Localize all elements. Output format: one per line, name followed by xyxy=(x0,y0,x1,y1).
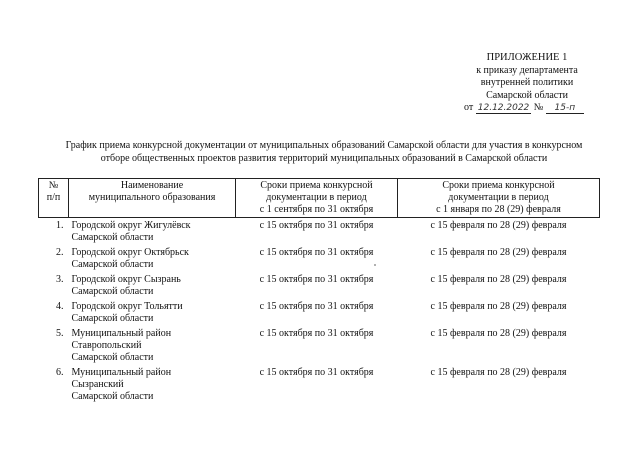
municipality-line: Самарской области xyxy=(71,286,154,297)
title-line-2: отборе общественных проектов развития территорий муниципальных образований в Самарской области xyxy=(100,152,548,164)
row-number: 5. xyxy=(56,328,64,339)
row-municipality xyxy=(69,299,236,326)
row-period-winter: с 15 февраля по 28 (29) февраля xyxy=(430,220,567,231)
row-period-autumn: с 15 октября по 31 октября xyxy=(259,301,374,312)
header-period-line: с 1 января по 28 (29) февраля xyxy=(436,204,561,215)
row-period-winter: с 15 февраля по 28 (29) февраля xyxy=(430,301,567,312)
row-municipality xyxy=(69,218,236,246)
municipality-line: Самарской области xyxy=(71,232,154,243)
row-municipality xyxy=(69,245,236,272)
scan-speck xyxy=(374,264,376,266)
row-period-winter: с 15 февраля по 28 (29) февраля xyxy=(430,367,567,378)
appendix-block xyxy=(452,52,602,115)
row-number: 3. xyxy=(56,274,64,285)
number-prefix: № xyxy=(533,102,544,113)
header-name-line: муниципального образования xyxy=(88,192,216,203)
row-number: 6. xyxy=(56,367,64,378)
row-municipality xyxy=(69,272,236,299)
table-row xyxy=(39,245,600,272)
row-period-winter: с 15 февраля по 28 (29) февраля xyxy=(430,247,567,258)
table-row xyxy=(39,299,600,326)
municipality-line: Самарской области xyxy=(71,352,154,363)
header-period-line: Сроки приема конкурсной xyxy=(260,180,373,191)
handwritten-number: 15-п xyxy=(546,104,584,114)
handwritten-date: 12.12.2022 xyxy=(477,103,530,113)
document-title xyxy=(34,140,614,165)
header-num-line: п/п xyxy=(46,192,61,203)
schedule-table xyxy=(38,178,600,404)
header-name-line: Наименование xyxy=(120,180,184,191)
header-period-line: документации в период xyxy=(448,192,549,203)
row-period-winter: с 15 февраля по 28 (29) февраля xyxy=(430,328,567,339)
title-line-1: График приема конкурсной документации от муниципальных образований Самарской области для участия в конкурсном xyxy=(65,140,583,151)
row-period-autumn: с 15 октября по 31 октября xyxy=(259,328,374,339)
appendix-line-order: к приказу департамента xyxy=(476,64,578,76)
header-period-winter xyxy=(398,179,600,218)
table-row xyxy=(39,365,600,404)
row-municipality xyxy=(69,365,236,404)
row-number: 2. xyxy=(56,247,64,258)
row-period-autumn: с 15 октября по 31 октября xyxy=(259,274,374,285)
table-row xyxy=(39,218,600,246)
appendix-title: ПРИЛОЖЕНИЕ 1 xyxy=(486,52,568,63)
municipality-line: Муниципальный район xyxy=(71,367,172,378)
municipality-line: Сызранский xyxy=(71,379,124,390)
row-period-autumn: с 15 октября по 31 октября xyxy=(259,247,374,258)
row-number: 1. xyxy=(56,220,64,231)
appendix-line-department: внутренней политики xyxy=(480,77,574,88)
header-num-line: № xyxy=(48,180,59,191)
header-period-line: документации в период xyxy=(266,192,367,203)
table-header-row xyxy=(39,179,600,218)
date-prefix: от xyxy=(464,102,474,113)
municipality-line: Городской округ Жигулёвск xyxy=(71,220,191,231)
row-period-autumn: с 15 октября по 31 октября xyxy=(259,367,374,378)
municipality-line: Городской округ Сызрань xyxy=(71,274,181,285)
table-row xyxy=(39,272,600,299)
header-period-line: Сроки приема конкурсной xyxy=(442,180,555,191)
municipality-line: Самарской области xyxy=(71,313,154,324)
header-name xyxy=(69,179,236,218)
municipality-line: Самарской области xyxy=(71,391,154,402)
municipality-line: Муниципальный район xyxy=(71,328,172,339)
municipality-line: Ставропольский xyxy=(71,340,142,351)
municipality-line: Самарской области xyxy=(71,259,154,270)
row-number: 4. xyxy=(56,301,64,312)
table-row xyxy=(39,326,600,365)
municipality-line: Городской округ Октябрьск xyxy=(71,247,189,258)
header-period-autumn xyxy=(236,179,398,218)
row-municipality xyxy=(69,326,236,365)
row-period-winter: с 15 февраля по 28 (29) февраля xyxy=(430,274,567,285)
appendix-date-line xyxy=(452,102,602,115)
municipality-line: Городской округ Тольятти xyxy=(71,301,183,312)
header-period-line: с 1 сентября по 31 октября xyxy=(259,204,374,215)
header-num xyxy=(39,179,69,218)
appendix-line-region: Самарской области xyxy=(486,89,568,101)
row-period-autumn: с 15 октября по 31 октября xyxy=(259,220,374,231)
